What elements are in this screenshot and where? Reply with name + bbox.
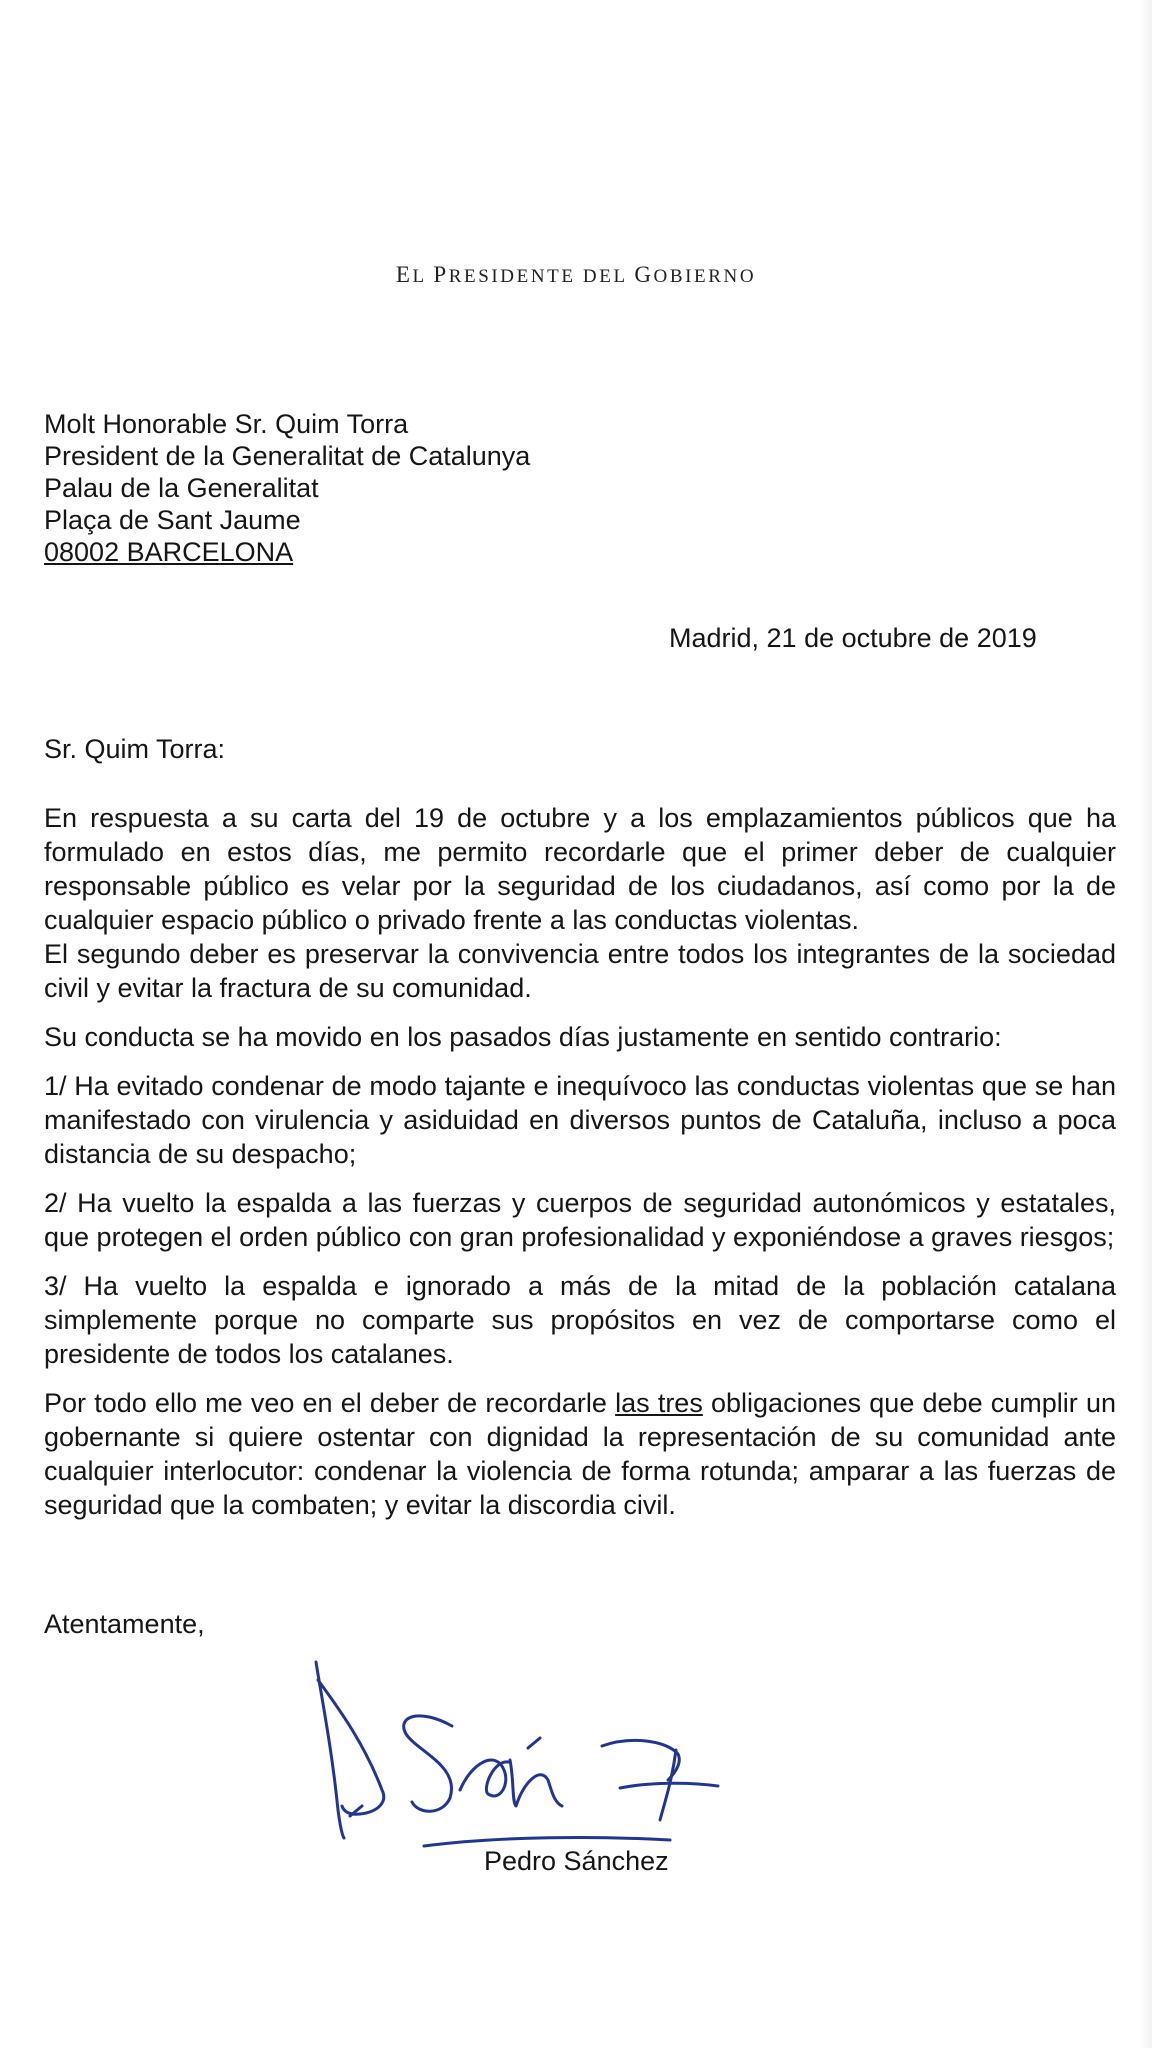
paragraph-6-point-3: 3/ Ha vuelto la espalda e ignorado a más de la mitad de la población catalana simplemente porque no comparte sus propósitos en vez de comportarse como el presidente de todos los catalanes. [44, 1271, 1116, 1369]
signer-name: Pedro Sánchez [484, 1846, 669, 1876]
letterhead-title: EL PRESIDENTE DEL GOBIERNO [395, 262, 757, 287]
recipient-postal-city: 08002 BARCELONA [44, 537, 294, 567]
salutation: Sr. Quim Torra: [44, 734, 226, 764]
paragraph-1: En respuesta a su carta del 19 de octubre y a los emplazamientos públicos que ha formulado en estos días, me permito recordarle que el primer deber de cualquier responsable público es velar por la seguridad de los ciudadanos, así como por la de cualquier espacio público o privado frente a las conductas violentas. [44, 803, 1116, 935]
paragraph-2: El segundo deber es preservar la convivencia entre todos los integrantes de la sociedad civil y evitar la fractura de su comunidad. [44, 939, 1116, 1003]
recipient-address-block [44, 408, 530, 568]
page-edge-shadow [1140, 0, 1152, 2048]
recipient-name: Molt Honorable Sr. Quim Torra [44, 409, 409, 439]
recipient-street: Plaça de Sant Jaume [44, 505, 301, 535]
closing-phrase: Atentamente, [44, 1609, 205, 1639]
underlined-phrase: las tres [615, 1388, 703, 1418]
paragraph-7: Por todo ello me veo en el deber de recordarle las tres obligaciones que debe cumplir un gobernante si quiere ostentar con dignidad la representación de su comunidad ante cualquier interlocutor: condenar la violencia de forma rotunda; amparar a las fuerzas de seguridad que la combaten; y evitar la discordia civil. [44, 1388, 1116, 1520]
paragraph-3: Su conducta se ha movido en los pasados días justamente en sentido contrario: [44, 1022, 1002, 1052]
recipient-title: President de la Generalitat de Catalunya [44, 441, 531, 471]
handwritten-signature [300, 1630, 860, 1860]
paragraph-4-point-1: 1/ Ha evitado condenar de modo tajante e inequívoco las conductas violentas que se han manifestado con virulencia y asiduidad en diversos puntos de Cataluña, incluso a poca distancia de su despacho; [44, 1071, 1116, 1169]
letter-body [44, 801, 1116, 1537]
paragraph-5-point-2: 2/ Ha vuelto la espalda a las fuerzas y cuerpos de seguridad autonómicos y estatales, que protegen el orden público con gran profesionalidad y exponiéndose a graves riesgos; [44, 1188, 1116, 1252]
recipient-building: Palau de la Generalitat [44, 473, 319, 503]
letter-date: Madrid, 21 de octubre de 2019 [669, 623, 1037, 653]
